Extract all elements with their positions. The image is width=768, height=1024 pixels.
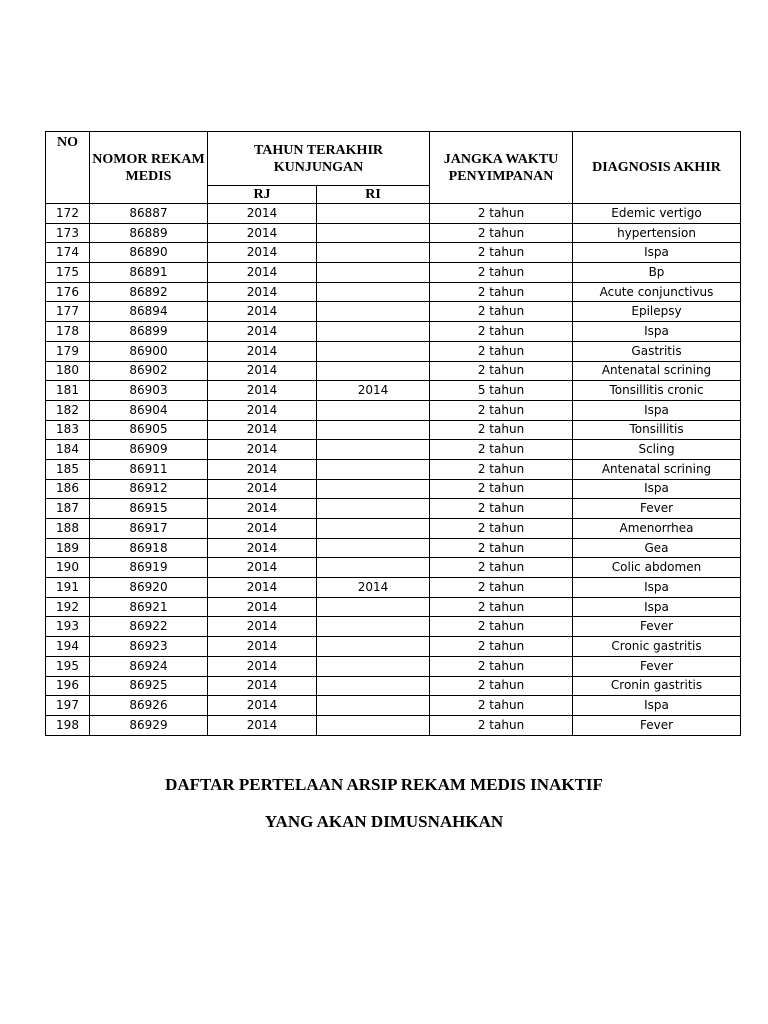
cell-jangka-waktu: 5 tahun — [430, 381, 573, 401]
cell-diagnosis: Fever — [573, 715, 741, 735]
cell-jangka-waktu: 2 tahun — [430, 656, 573, 676]
cell-jangka-waktu: 2 tahun — [430, 361, 573, 381]
table-row — [46, 499, 741, 519]
cell-nomor-rekam-medis: 86922 — [90, 617, 208, 637]
cell-ri — [317, 341, 430, 361]
cell-ri — [317, 637, 430, 657]
cell-diagnosis: Tonsillitis cronic — [573, 381, 741, 401]
cell-rj: 2014 — [208, 400, 317, 420]
document-title: DAFTAR PERTELAAN ARSIP REKAM MEDIS INAKTIF — [165, 775, 603, 794]
cell-jangka-waktu: 2 tahun — [430, 715, 573, 735]
cell-rj: 2014 — [208, 440, 317, 460]
cell-ri — [317, 302, 430, 322]
header-ri: RI — [317, 186, 430, 204]
cell-no: 172 — [46, 204, 90, 224]
cell-rj: 2014 — [208, 538, 317, 558]
cell-jangka-waktu: 2 tahun — [430, 440, 573, 460]
cell-jangka-waktu: 2 tahun — [430, 597, 573, 617]
cell-no: 173 — [46, 223, 90, 243]
cell-diagnosis: Epilepsy — [573, 302, 741, 322]
header-jangka-waktu-penyimpanan: JANGKA WAKTU PENYIMPANAN — [430, 132, 573, 204]
cell-no: 189 — [46, 538, 90, 558]
table-row — [46, 459, 741, 479]
cell-rj: 2014 — [208, 204, 317, 224]
cell-diagnosis: Amenorrhea — [573, 519, 741, 539]
cell-diagnosis: Gea — [573, 538, 741, 558]
cell-jangka-waktu: 2 tahun — [430, 499, 573, 519]
cell-diagnosis: Cronin gastritis — [573, 676, 741, 696]
cell-ri — [317, 656, 430, 676]
cell-rj: 2014 — [208, 558, 317, 578]
cell-nomor-rekam-medis: 86887 — [90, 204, 208, 224]
cell-diagnosis: Ispa — [573, 696, 741, 716]
table-row — [46, 341, 741, 361]
cell-rj: 2014 — [208, 322, 317, 342]
cell-rj: 2014 — [208, 459, 317, 479]
cell-jangka-waktu: 2 tahun — [430, 263, 573, 283]
cell-jangka-waktu: 2 tahun — [430, 204, 573, 224]
cell-jangka-waktu: 2 tahun — [430, 519, 573, 539]
cell-ri — [317, 204, 430, 224]
cell-no: 182 — [46, 400, 90, 420]
cell-rj: 2014 — [208, 597, 317, 617]
cell-nomor-rekam-medis: 86911 — [90, 459, 208, 479]
cell-jangka-waktu: 2 tahun — [430, 696, 573, 716]
cell-rj: 2014 — [208, 499, 317, 519]
cell-diagnosis: Antenatal scrining — [573, 459, 741, 479]
cell-nomor-rekam-medis: 86903 — [90, 381, 208, 401]
table-row — [46, 381, 741, 401]
cell-ri — [317, 538, 430, 558]
cell-nomor-rekam-medis: 86923 — [90, 637, 208, 657]
cell-rj: 2014 — [208, 243, 317, 263]
cell-rj: 2014 — [208, 361, 317, 381]
cell-rj: 2014 — [208, 263, 317, 283]
cell-diagnosis: Bp — [573, 263, 741, 283]
cell-no: 177 — [46, 302, 90, 322]
cell-rj: 2014 — [208, 715, 317, 735]
table-row — [46, 204, 741, 224]
cell-diagnosis: Ispa — [573, 597, 741, 617]
cell-no: 193 — [46, 617, 90, 637]
cell-no: 187 — [46, 499, 90, 519]
cell-no: 184 — [46, 440, 90, 460]
cell-diagnosis: Ispa — [573, 479, 741, 499]
cell-nomor-rekam-medis: 86912 — [90, 479, 208, 499]
cell-ri — [317, 282, 430, 302]
cell-nomor-rekam-medis: 86920 — [90, 578, 208, 598]
cell-nomor-rekam-medis: 86900 — [90, 341, 208, 361]
cell-ri — [317, 617, 430, 637]
cell-rj: 2014 — [208, 381, 317, 401]
header-tahun-terakhir-kunjungan: TAHUN TERAKHIR KUNJUNGAN — [208, 132, 430, 186]
table-row — [46, 538, 741, 558]
cell-nomor-rekam-medis: 86894 — [90, 302, 208, 322]
table-row — [46, 578, 741, 598]
cell-diagnosis: Tonsillitis — [573, 420, 741, 440]
cell-nomor-rekam-medis: 86921 — [90, 597, 208, 617]
header-nomor-rekam-medis: NOMOR REKAM MEDIS — [90, 132, 208, 204]
cell-jangka-waktu: 2 tahun — [430, 322, 573, 342]
table-row — [46, 223, 741, 243]
cell-diagnosis: Fever — [573, 617, 741, 637]
cell-jangka-waktu: 2 tahun — [430, 282, 573, 302]
cell-no: 197 — [46, 696, 90, 716]
cell-rj: 2014 — [208, 578, 317, 598]
cell-jangka-waktu: 2 tahun — [430, 617, 573, 637]
table-row — [46, 400, 741, 420]
cell-ri — [317, 597, 430, 617]
table-row — [46, 263, 741, 283]
cell-no: 190 — [46, 558, 90, 578]
cell-no: 188 — [46, 519, 90, 539]
cell-jangka-waktu: 2 tahun — [430, 578, 573, 598]
table-row — [46, 302, 741, 322]
cell-ri — [317, 696, 430, 716]
cell-no: 181 — [46, 381, 90, 401]
cell-diagnosis: Edemic vertigo — [573, 204, 741, 224]
cell-nomor-rekam-medis: 86917 — [90, 519, 208, 539]
cell-nomor-rekam-medis: 86891 — [90, 263, 208, 283]
cell-ri — [317, 223, 430, 243]
cell-no: 174 — [46, 243, 90, 263]
cell-ri — [317, 440, 430, 460]
cell-rj: 2014 — [208, 302, 317, 322]
header-rj: RJ — [208, 186, 317, 204]
cell-no: 176 — [46, 282, 90, 302]
cell-ri — [317, 479, 430, 499]
cell-ri — [317, 676, 430, 696]
cell-diagnosis: Gastritis — [573, 341, 741, 361]
cell-diagnosis: Acute conjunctivus — [573, 282, 741, 302]
cell-nomor-rekam-medis: 86918 — [90, 538, 208, 558]
table-row — [46, 479, 741, 499]
cell-rj: 2014 — [208, 637, 317, 657]
cell-nomor-rekam-medis: 86902 — [90, 361, 208, 381]
cell-jangka-waktu: 2 tahun — [430, 637, 573, 657]
cell-rj: 2014 — [208, 282, 317, 302]
header-no: NO — [46, 132, 90, 204]
cell-diagnosis: Ispa — [573, 578, 741, 598]
cell-nomor-rekam-medis: 86919 — [90, 558, 208, 578]
cell-nomor-rekam-medis: 86899 — [90, 322, 208, 342]
cell-rj: 2014 — [208, 676, 317, 696]
cell-jangka-waktu: 2 tahun — [430, 676, 573, 696]
cell-nomor-rekam-medis: 86924 — [90, 656, 208, 676]
cell-no: 186 — [46, 479, 90, 499]
cell-diagnosis: Cronic gastritis — [573, 637, 741, 657]
cell-no: 198 — [46, 715, 90, 735]
table-row — [46, 715, 741, 735]
cell-no: 179 — [46, 341, 90, 361]
cell-diagnosis: Ispa — [573, 322, 741, 342]
cell-jangka-waktu: 2 tahun — [430, 400, 573, 420]
cell-ri — [317, 715, 430, 735]
cell-no: 195 — [46, 656, 90, 676]
cell-ri — [317, 400, 430, 420]
cell-no: 180 — [46, 361, 90, 381]
cell-no: 194 — [46, 637, 90, 657]
cell-ri — [317, 459, 430, 479]
cell-nomor-rekam-medis: 86926 — [90, 696, 208, 716]
cell-no: 183 — [46, 420, 90, 440]
cell-nomor-rekam-medis: 86929 — [90, 715, 208, 735]
cell-no: 185 — [46, 459, 90, 479]
table-row — [46, 637, 741, 657]
cell-jangka-waktu: 2 tahun — [430, 459, 573, 479]
table-row — [46, 617, 741, 637]
cell-ri — [317, 243, 430, 263]
records-body — [46, 204, 741, 736]
cell-diagnosis: Ispa — [573, 243, 741, 263]
table-row — [46, 420, 741, 440]
cell-jangka-waktu: 2 tahun — [430, 479, 573, 499]
table-row — [46, 361, 741, 381]
cell-rj: 2014 — [208, 223, 317, 243]
cell-no: 191 — [46, 578, 90, 598]
cell-ri — [317, 420, 430, 440]
cell-no: 175 — [46, 263, 90, 283]
cell-nomor-rekam-medis: 86890 — [90, 243, 208, 263]
cell-nomor-rekam-medis: 86925 — [90, 676, 208, 696]
cell-nomor-rekam-medis: 86889 — [90, 223, 208, 243]
cell-diagnosis: Colic abdomen — [573, 558, 741, 578]
table-row — [46, 676, 741, 696]
cell-diagnosis: Fever — [573, 656, 741, 676]
table-row — [46, 558, 741, 578]
cell-diagnosis: Antenatal scrining — [573, 361, 741, 381]
cell-diagnosis: Ispa — [573, 400, 741, 420]
cell-jangka-waktu: 2 tahun — [430, 558, 573, 578]
cell-rj: 2014 — [208, 479, 317, 499]
cell-diagnosis: hypertension — [573, 223, 741, 243]
cell-rj: 2014 — [208, 696, 317, 716]
cell-jangka-waktu: 2 tahun — [430, 538, 573, 558]
cell-nomor-rekam-medis: 86892 — [90, 282, 208, 302]
cell-ri — [317, 519, 430, 539]
cell-ri: 2014 — [317, 381, 430, 401]
cell-jangka-waktu: 2 tahun — [430, 243, 573, 263]
cell-diagnosis: Fever — [573, 499, 741, 519]
cell-nomor-rekam-medis: 86904 — [90, 400, 208, 420]
cell-rj: 2014 — [208, 341, 317, 361]
header-diagnosis-akhir: DIAGNOSIS AKHIR — [573, 132, 741, 204]
cell-nomor-rekam-medis: 86909 — [90, 440, 208, 460]
records-table — [45, 131, 741, 736]
cell-jangka-waktu: 2 tahun — [430, 302, 573, 322]
cell-rj: 2014 — [208, 617, 317, 637]
table-row — [46, 440, 741, 460]
cell-rj: 2014 — [208, 656, 317, 676]
cell-jangka-waktu: 2 tahun — [430, 223, 573, 243]
cell-ri: 2014 — [317, 578, 430, 598]
cell-ri — [317, 499, 430, 519]
cell-jangka-waktu: 2 tahun — [430, 420, 573, 440]
cell-nomor-rekam-medis: 86915 — [90, 499, 208, 519]
table-row — [46, 243, 741, 263]
table-row — [46, 696, 741, 716]
table-row — [46, 519, 741, 539]
cell-jangka-waktu: 2 tahun — [430, 341, 573, 361]
cell-no: 196 — [46, 676, 90, 696]
cell-nomor-rekam-medis: 86905 — [90, 420, 208, 440]
cell-ri — [317, 361, 430, 381]
table-row — [46, 656, 741, 676]
table-row — [46, 282, 741, 302]
cell-ri — [317, 322, 430, 342]
cell-rj: 2014 — [208, 519, 317, 539]
table-row — [46, 322, 741, 342]
cell-no: 192 — [46, 597, 90, 617]
cell-rj: 2014 — [208, 420, 317, 440]
cell-no: 178 — [46, 322, 90, 342]
cell-diagnosis: Scling — [573, 440, 741, 460]
document-subtitle: YANG AKAN DIMUSNAHKAN — [264, 812, 504, 831]
table-row — [46, 597, 741, 617]
cell-ri — [317, 263, 430, 283]
cell-ri — [317, 558, 430, 578]
